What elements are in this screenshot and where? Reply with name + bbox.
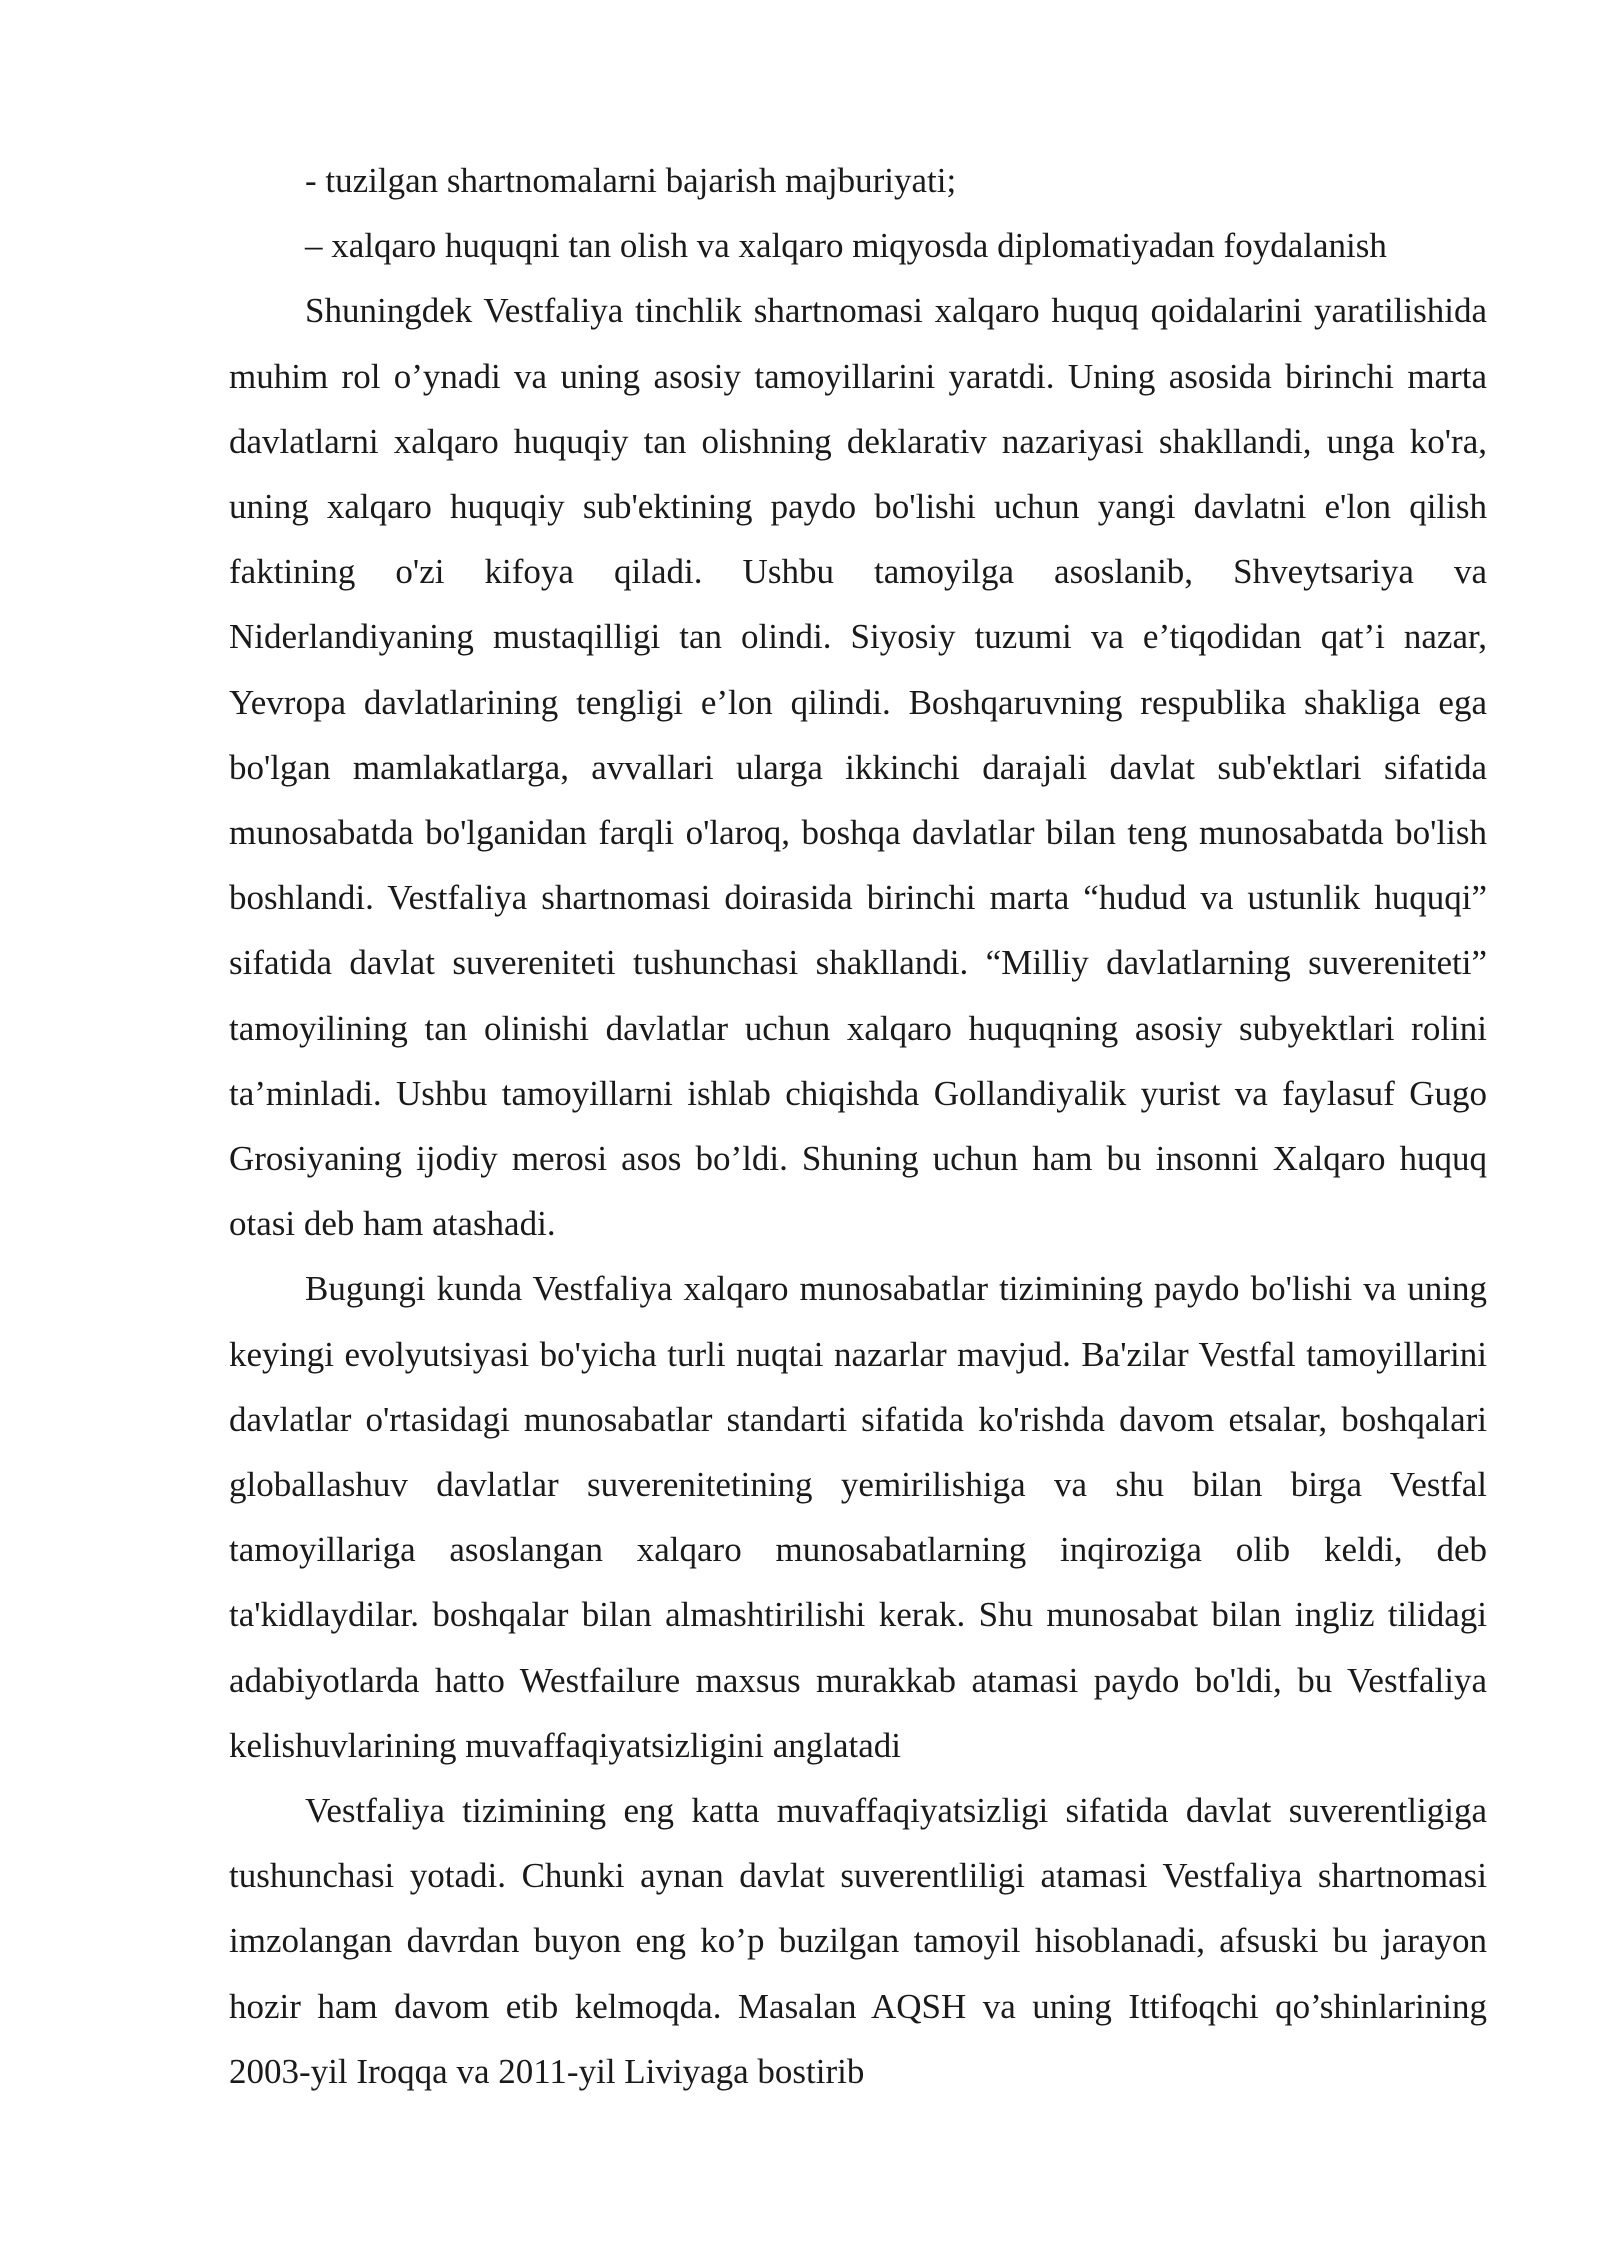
list-item-obligation: - tuzilgan shartnomalarni bajarish majburiyati; — [305, 161, 957, 200]
document-page — [229, 148, 1487, 2104]
list-item-recognition: – xalqaro huquqni tan olish va xalqaro miqyosda diplomatiyadan foydalanish — [305, 226, 1387, 266]
paragraph-sovereignty-failure: Vestfaliya tizimining eng katta muvaffaqiyatsizligi sifatida davlat suverentligiga tushunchasi yotadi. Chunki aynan davlat suverentliligi atamasi Vestfaliya shartnomasi imzolangan davrdan buyon eng ko’p buzilgan tamoyil hisoblanadi, afsuski bu jarayon hozir ham davom etib kelmoqda. Masalan AQSH va uning Ittifoqchi qo’shinlarining 2003-yil Iroqqa va 2011-yil Liviyaga bostirib — [229, 1791, 1487, 2091]
paragraph-current-views: Bugungi kunda Vestfaliya xalqaro munosabatlar tizimining paydo bo'lishi va uning keyingi evolyutsiyasi bo'yicha turli nuqtai nazarlar mavjud. Ba'zilar Vestfal tamoyillarini davlatlar o'rtasidagi munosabatlar standarti sifatida ko'rishda davom etsalar, boshqalari globallashuv davlatlar suverenitetining yemirilishiga va shu bilan birga Vestfal tamoyillariga asoslangan xalqaro munosabatlarning inqiroziga olib keldi, deb ta'kidlaydilar. boshqalar bilan almashtirilishi kerak. Shu munosabat bilan ingliz tilidagi adabiyotlarda hatto Westfailure maxsus murakkab atamasi paydo bo'ldi, bu Vestfaliya kelishuvlarining muvaffaqiyatsizligini anglatadi — [229, 1269, 1487, 1765]
paragraph-westphalia-principles: Shuningdek Vestfaliya tinchlik shartnomasi xalqaro huquq qoidalarini yaratilishida muhim rol o’ynadi va uning asosiy tamoyillarini yaratdi. Uning asosida birinchi marta davlatlarni xalqaro huquqiy tan olishning deklarativ nazariyasi shakllandi, unga ko'ra, uning xalqaro huquqiy sub'ektining paydo bo'lishi uchun yangi davlatni e'lon qilish faktining o'zi kifoya qiladi. Ushbu tamoyilga asoslanib, Shveytsariya va Niderlandiyaning mustaqilligi tan olindi. Siyosiy tuzumi va e’tiqodidan qat’i nazar, Yevropa davlatlarining tengligi e’lon qilindi. Boshqaruvning respublika shakliga ega bo'lgan mamlakatlarga, avvallari ularga ikkinchi darajali davlat sub'ektlari sifatida munosabatda bo'lganidan farqli o'laroq, boshqa davlatlar bilan teng munosabatda bo'lish boshlandi. Vestfaliya shartnomasi doirasida birinchi marta “hudud va ustunlik huquqi” sifatida davlat suvereniteti tushunchasi shakllandi. “Milliy davlatlarning suvereniteti” tamoyilining tan olinishi davlatlar uchun xalqaro huquqning asosiy subyektlari rolini ta’minladi. Ushbu tamoyillarni ishlab chiqishda Gollandiyalik yurist va faylasuf Gugo Grosiyaning ijodiy merosi asos bo’ldi. Shuning uchun ham bu insonni Xalqaro huquq otasi deb ham atashadi. — [229, 291, 1487, 1244]
